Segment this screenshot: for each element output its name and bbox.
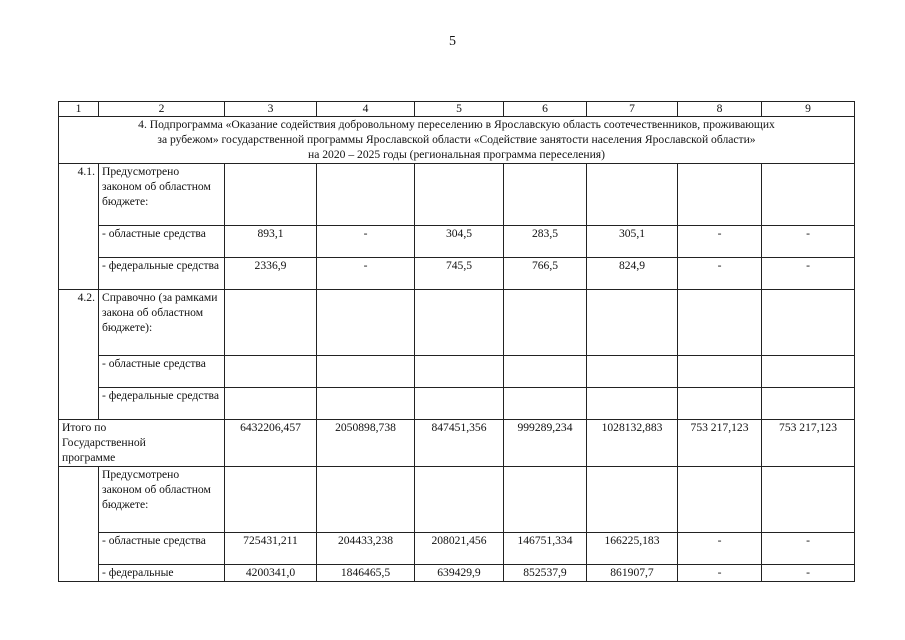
table-cell: - [317, 226, 415, 258]
table-cell: 753 217,123 [762, 420, 855, 467]
table-cell: 852537,9 [504, 565, 587, 582]
column-header: 7 [587, 102, 678, 117]
table-row [59, 164, 855, 226]
table-cell: 893,1 [225, 226, 317, 258]
table-cell: - [678, 565, 762, 582]
table-cell: - [678, 258, 762, 290]
section-title-line: за рубежом» государственной программы Ярославской области «Содействие занятости населения Ярославской области» [157, 133, 756, 147]
table-cell: 1846465,5 [317, 565, 415, 582]
row-label: - федеральные [99, 565, 225, 582]
section-title-line: 4. Подпрограмма «Оказание содействия добровольному переселению в Ярославскую область соотечественников, проживающих [138, 118, 775, 131]
table-cell: - [762, 258, 855, 290]
table-cell: 639429,9 [415, 565, 504, 582]
table-cell: 204433,238 [317, 533, 415, 565]
table-cell: 725431,211 [225, 533, 317, 565]
table-cell: 847451,356 [415, 420, 504, 467]
page-number: 5 [449, 34, 456, 49]
column-header: 1 [59, 102, 99, 117]
table-cell: 999289,234 [504, 420, 587, 467]
row-label: - федеральные средства [99, 388, 225, 420]
row-label [59, 420, 225, 467]
table-cell: 305,1 [587, 226, 678, 258]
section-title [59, 117, 855, 164]
table-cell: 304,5 [415, 226, 504, 258]
row-label: Предусмотрено законом об областном бюджете: [99, 164, 225, 226]
table-cell: - [762, 226, 855, 258]
table-cell: 745,5 [415, 258, 504, 290]
row-label: Предусмотрено законом об областном бюджете: [99, 467, 225, 533]
table-cell: 6432206,457 [225, 420, 317, 467]
row-label: - федеральные средства [99, 258, 225, 290]
table-cell: 4200341,0 [225, 565, 317, 582]
table-cell: 2336,9 [225, 258, 317, 290]
table-row [59, 565, 855, 582]
table-cell: 208021,456 [415, 533, 504, 565]
section-title-line: на 2020 – 2025 годы (региональная программа переселения) [308, 148, 605, 162]
table-cell: 861907,7 [587, 565, 678, 582]
table-cell: 2050898,738 [317, 420, 415, 467]
table-row [59, 290, 855, 356]
table-cell: - [678, 226, 762, 258]
row-label: - областные средства [99, 356, 225, 388]
section-title-row [59, 117, 855, 164]
table-row-total [59, 420, 855, 467]
table-row [59, 356, 855, 388]
column-header: 4 [317, 102, 415, 117]
table-cell: 166225,183 [587, 533, 678, 565]
column-number-row [59, 102, 855, 117]
table-cell: - [762, 565, 855, 582]
row-label: Справочно (за рамками закона об областном бюджете): [99, 290, 225, 356]
row-index: 4.2. [59, 290, 99, 420]
table-row [59, 226, 855, 258]
table-cell: - [678, 533, 762, 565]
column-header: 2 [99, 102, 225, 117]
column-header: 9 [762, 102, 855, 117]
table-row [59, 388, 855, 420]
table-row [59, 258, 855, 290]
column-header: 8 [678, 102, 762, 117]
column-header: 3 [225, 102, 317, 117]
table-cell: - [762, 533, 855, 565]
table-cell: - [317, 258, 415, 290]
total-label: Итого по Государственной программе [62, 421, 146, 465]
row-label: - областные средства [99, 533, 225, 565]
row-label: - областные средства [99, 226, 225, 258]
table-cell: 146751,334 [504, 533, 587, 565]
table-cell: 1028132,883 [587, 420, 678, 467]
column-header: 5 [415, 102, 504, 117]
table-row [59, 467, 855, 533]
budget-table [58, 101, 855, 582]
table-cell: 753 217,123 [678, 420, 762, 467]
table-row [59, 533, 855, 565]
table-cell: 766,5 [504, 258, 587, 290]
table-cell: 824,9 [587, 258, 678, 290]
column-header: 6 [504, 102, 587, 117]
row-index: 4.1. [59, 164, 99, 290]
table-cell: 283,5 [504, 226, 587, 258]
